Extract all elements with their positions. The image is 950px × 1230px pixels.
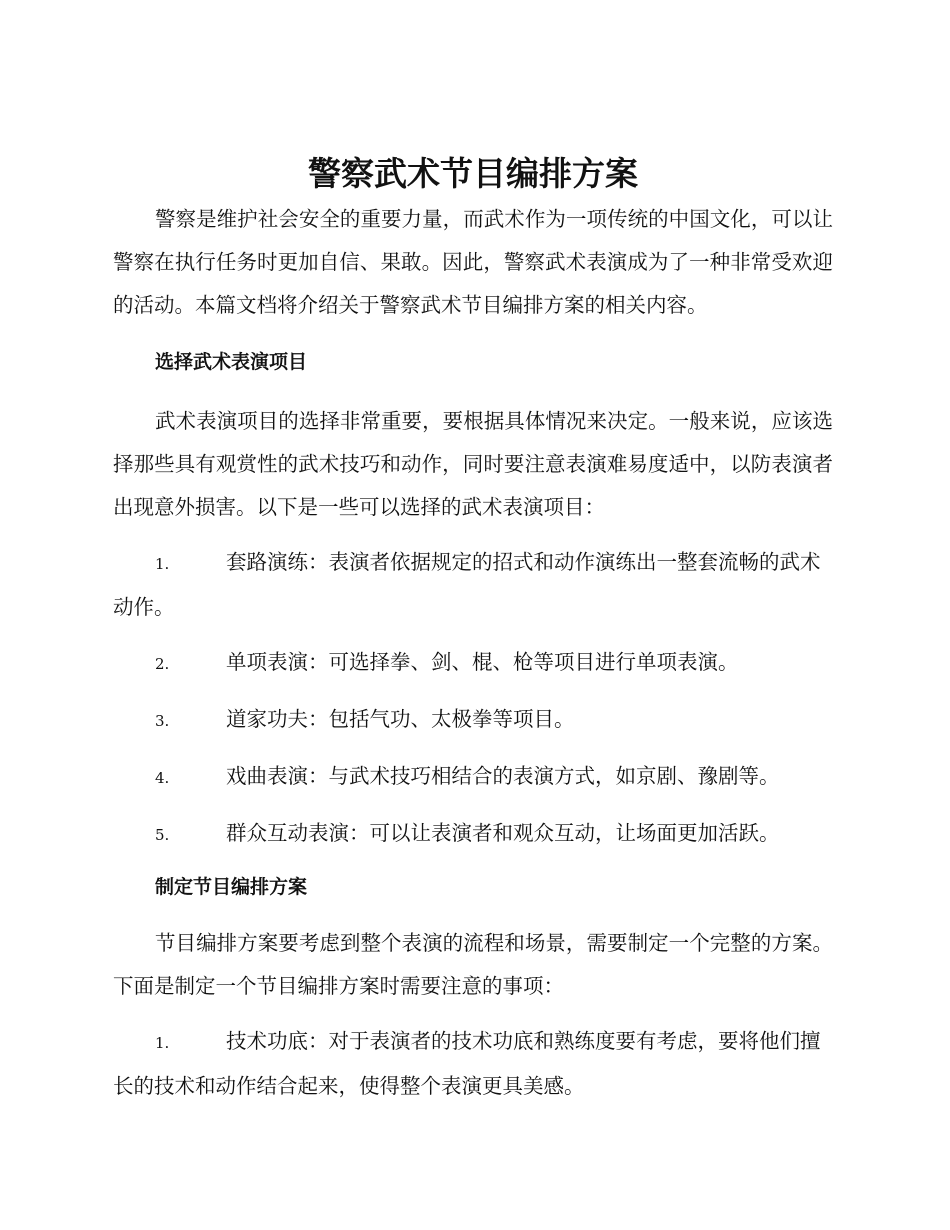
list-item-text: 群众互动表演：可以让表演者和观众互动，让场面更加活跃。 <box>226 821 780 845</box>
list-item-number: 1. <box>155 1034 170 1052</box>
document-title: 警察武术节目编排方案 <box>308 154 638 193</box>
section-heading-select-items: 选择武术表演项目 <box>155 351 308 373</box>
list-item <box>113 641 833 686</box>
list-item-text: 单项表演：可选择拳、剑、棍、枪等项目进行单项表演。 <box>226 650 739 674</box>
list-item-number: 1. <box>155 555 170 573</box>
list-item-number: 2. <box>155 655 170 673</box>
list-item <box>113 698 833 743</box>
intro-paragraph: 警察是维护社会安全的重要力量，而武术作为一项传统的中国文化，可以让警察在执行任务时更加自信、果敢。因此，警察武术表演成为了一种非常受欢迎的活动。本篇文档将介绍关于警察武术节目编排方案的相关内容。 <box>113 207 833 317</box>
list-item-number: 5. <box>155 826 170 844</box>
list-item-text: 道家功夫：包括气功、太极拳等项目。 <box>226 707 575 731</box>
document-page <box>113 150 833 1108</box>
list-item-number: 4. <box>155 769 170 787</box>
section2-paragraph: 节目编排方案要考虑到整个表演的流程和场景，需要制定一个完整的方案。下面是制定一个节目编排方案时需要注意的事项： <box>113 931 833 998</box>
list-item-text: 套路演练：表演者依据规定的招式和动作演练出一整套流畅的武术动作。 <box>113 550 821 619</box>
section1-paragraph: 武术表演项目的选择非常重要，要根据具体情况来决定。一般来说，应该选择那些具有观赏性的武术技巧和动作，同时要注意表演难易度适中，以防表演者出现意外损害。以下是一些可以选择的武术表演项目： <box>113 409 833 519</box>
list-item <box>113 812 833 857</box>
list-item <box>113 1020 833 1108</box>
list-item-text: 戏曲表演：与武术技巧相结合的表演方式，如京剧、豫剧等。 <box>226 764 780 788</box>
list-item <box>113 541 833 629</box>
list-item-number: 3. <box>155 712 170 730</box>
list-item <box>113 755 833 800</box>
section-heading-program-plan: 制定节目编排方案 <box>155 876 308 898</box>
list-item-text: 技术功底：对于表演者的技术功底和熟练度要有考虑，要将他们擅长的技术和动作结合起来，使得整个表演更具美感。 <box>113 1029 821 1098</box>
